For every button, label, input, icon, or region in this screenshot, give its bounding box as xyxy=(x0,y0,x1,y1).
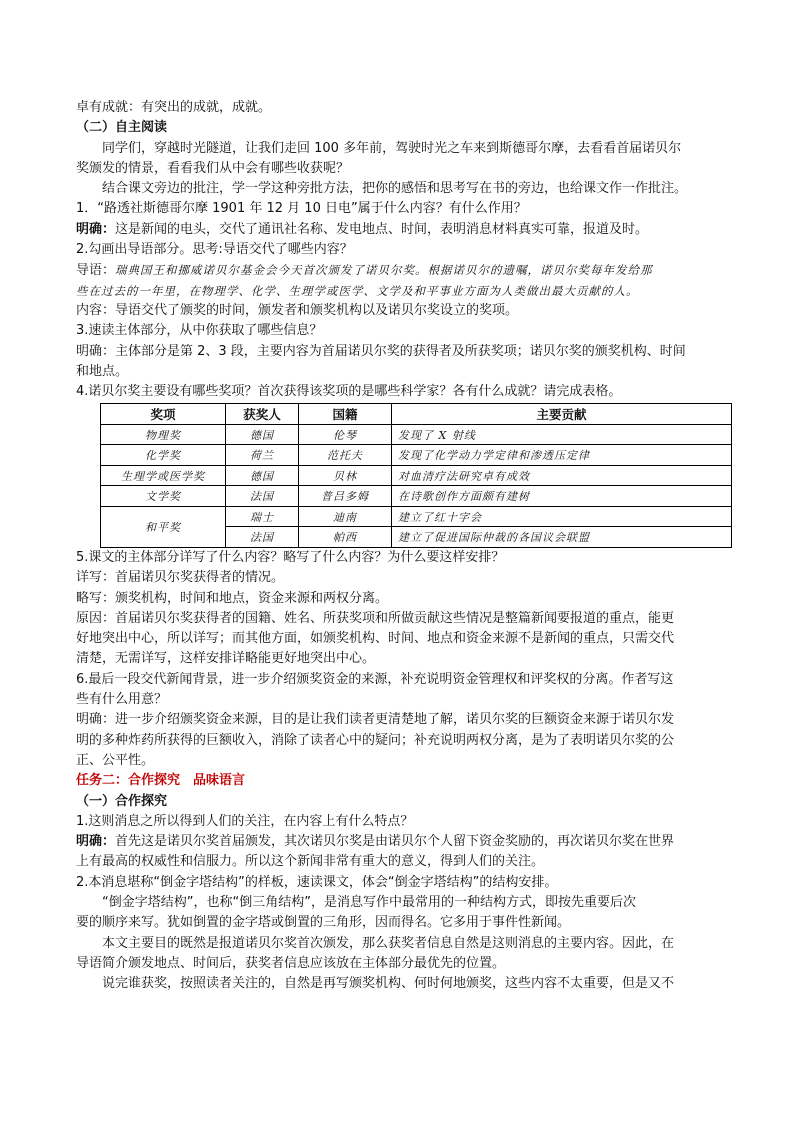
line-text: 上有最高的权威性和信服力。所以这个新闻非常有重大的意义，得到人们的关注。 xyxy=(76,854,545,870)
contribution-cell-text: 发现了 X 射线 xyxy=(398,428,476,442)
contribution-cell xyxy=(392,506,732,527)
text-line xyxy=(76,98,724,118)
contribution-cell xyxy=(392,465,732,486)
text-line xyxy=(76,771,724,791)
line-text: （一）合作探究 xyxy=(76,793,168,809)
text-line xyxy=(76,382,724,402)
winner-cell xyxy=(299,465,392,486)
winner-cell xyxy=(299,486,392,507)
answer-label: 明确： xyxy=(76,221,116,237)
nationality-cell-text: 德国 xyxy=(250,469,274,483)
text-line xyxy=(76,893,724,913)
text-line xyxy=(76,852,724,872)
line-text: （二）自主阅读 xyxy=(76,120,168,136)
contribution-cell xyxy=(392,527,732,548)
text-line xyxy=(76,362,724,382)
award-name: 生理学或医学奖 xyxy=(121,469,205,483)
text-line xyxy=(76,260,724,280)
table-row xyxy=(101,445,732,466)
text-line xyxy=(76,690,724,710)
award-name: 物理奖 xyxy=(145,428,181,442)
line-text: 内容：导语交代了颁奖的时间，颁发者和颁奖机构以及诺贝尔奖设立的奖项。 xyxy=(76,302,519,318)
table-row xyxy=(101,424,732,445)
line-text: 1．“路透社斯德哥尔摩 1901 年 12 月 10 日电”属于什么内容？有什么作用？ xyxy=(76,201,527,217)
table-header-row xyxy=(101,404,732,425)
line-text: 原因：首届诺贝尔奖获得者的国籍、姓名、所获奖项和所做贡献这些情况是整篇新闻要报道的重点，能更 xyxy=(76,610,675,626)
text-line xyxy=(76,609,724,629)
line-text: “倒金字塔结构”，也称“倒三角结构”，是消息写作中最常用的一种结构方式，即按先重要后次 xyxy=(102,895,636,910)
text-line xyxy=(76,118,724,138)
line-text: 2.本消息堪称“倒金字塔结构”的样板，速读课文，体会“倒金字塔结构”的结构安排。 xyxy=(76,874,558,890)
table-row xyxy=(101,506,732,527)
line-text: 2.勾画出导语部分。思考:导语交代了哪些内容？ xyxy=(76,242,353,258)
text-line xyxy=(76,179,724,199)
line-text: 卓有成就：有突出的成就，成就。 xyxy=(76,100,272,115)
winner-cell-text: 迪南 xyxy=(333,510,357,524)
text-line xyxy=(76,954,724,974)
contribution-cell-text: 发现了化学动力学定律和渗透压定律 xyxy=(398,449,590,463)
contribution-cell xyxy=(392,424,732,445)
winner-cell-text: 普吕多姆 xyxy=(321,490,369,504)
text-line xyxy=(76,342,724,362)
line-text: 和地点。 xyxy=(76,363,129,379)
winner-cell-text: 帕西 xyxy=(333,531,357,545)
text-line xyxy=(76,568,724,588)
text-line xyxy=(76,301,724,321)
line-text: 首先这是诺贝尔奖首届颁发，其次诺贝尔奖是由诺贝尔个人留下资金奖励的，再次诺贝尔奖在世界 xyxy=(115,834,675,850)
lead-label: 导语： xyxy=(76,263,116,279)
text-line xyxy=(76,589,724,609)
line-text: 4.诺贝尔奖主要设有哪些奖项？首次获得该奖项的是哪些科学家？各有什么成就？请完成表格。 xyxy=(76,384,622,400)
line-text: 同学们，穿越时光隧道，让我们走回 100 多年前，驾驶时光之车来到斯德哥尔摩，去看看首届诺贝尔 xyxy=(102,140,682,156)
line-text: 些有什么用意？ xyxy=(76,692,168,708)
line-text: 本文主要目的既然是报道诺贝尔奖首次颁发，那么获奖者信息自然是这则消息的主要内容。因此，在 xyxy=(102,935,675,951)
nationality-cell-text: 荷兰 xyxy=(250,449,274,463)
nationality-cell-text: 法国 xyxy=(250,531,274,545)
nationality-cell-text: 德国 xyxy=(250,428,274,442)
text-line xyxy=(76,913,724,933)
text-line xyxy=(76,731,724,751)
contribution-cell xyxy=(392,445,732,466)
nationality-cell-text: 法国 xyxy=(250,490,274,504)
text-line xyxy=(76,281,724,301)
nobel-awards-table xyxy=(100,403,732,548)
nationality-cell xyxy=(226,527,299,548)
line-text: 6.最后一段交代新闻背景，进一步介绍颁奖资金的来源，补充说明资金管理权和评奖权的分离。作者写这 xyxy=(76,671,674,687)
line-text: 要的顺序来写。犹如倒置的金字塔或倒置的三角形，因而得名。它多用于事件性新闻。 xyxy=(76,915,571,931)
award-cell xyxy=(101,445,226,466)
text-line xyxy=(76,139,724,159)
award-cell xyxy=(101,486,226,507)
line-text: 正、公平性。 xyxy=(76,752,155,768)
text-line xyxy=(76,321,724,341)
nationality-cell xyxy=(226,465,299,486)
line-text: 任务二：合作探究 品味语言 xyxy=(76,773,246,789)
line-text: 说完谁获奖，按照读者关注的，自然是再写颁奖机构、何时何地颁奖，这些内容不太重要，但是又不 xyxy=(102,976,675,992)
contribution-cell-text: 建立了红十字会 xyxy=(398,510,482,524)
header-contribution: 主要贡献 xyxy=(392,404,732,425)
winner-cell-text: 范托夫 xyxy=(327,449,363,463)
contribution-cell-text: 建立了促进国际仲裁的各国议会联盟 xyxy=(398,531,590,545)
header-winner: 获奖人 xyxy=(226,404,299,425)
text-line xyxy=(76,670,724,690)
handwritten-text: 瑞典国王和挪威诺贝尔基金会今天首次颁发了诺贝尔奖。根据诺贝尔的遗嘱，诺贝尔奖每年发给那 xyxy=(115,263,653,278)
award-name: 文学奖 xyxy=(145,490,181,504)
table-row xyxy=(101,486,732,507)
text-line xyxy=(76,751,724,771)
contribution-cell xyxy=(392,486,732,507)
text-line xyxy=(76,792,724,812)
winner-cell xyxy=(299,506,392,527)
text-line xyxy=(76,548,724,568)
nationality-cell xyxy=(226,486,299,507)
text-line xyxy=(76,710,724,730)
header-award: 奖项 xyxy=(101,404,226,425)
line-text: 这是新闻的电头，交代了通讯社名称、发电地点、时间，表明消息材料真实可靠，报道及时。 xyxy=(115,221,649,237)
line-text: 3.速读主体部分，从中你获取了哪些信息？ xyxy=(76,323,323,339)
award-cell xyxy=(101,506,226,547)
line-text: 略写：颁奖机构，时间和地点，资金来源和两权分离。 xyxy=(76,590,389,606)
answer-label: 明确： xyxy=(76,834,116,850)
header-nationality: 国籍 xyxy=(299,404,392,425)
text-line xyxy=(76,934,724,954)
handwritten-text: 些在过去的一年里，在物理学、化学、生理学或医学、文学及和平事业方面为人类做出最大贡献的人。 xyxy=(76,283,639,298)
table-row xyxy=(101,465,732,486)
text-block-top xyxy=(76,98,724,402)
winner-cell xyxy=(299,527,392,548)
line-text: 导语简介颁发地点、时间后，获奖者信息应该放在主体部分最优先的位置。 xyxy=(76,955,506,971)
winner-cell-text: 伦琴 xyxy=(333,428,357,442)
line-text: 明的多种炸药所获得的巨额收入，消除了读者心中的疑问；补充说明两权分离，是为了表明诺贝尔奖的公 xyxy=(76,732,675,748)
line-text: 明确：主体部分是第 2、3 段，主要内容为首届诺贝尔奖的获得者及所获奖项；诺贝尔奖的颁奖机构、时间 xyxy=(76,343,686,359)
award-name: 和平奖 xyxy=(145,520,181,534)
line-text: 奖颁发的情景，看看我们从中会有哪些收获呢？ xyxy=(76,160,350,176)
text-line xyxy=(76,974,724,994)
text-line xyxy=(76,649,724,669)
text-line xyxy=(76,220,724,240)
nationality-cell xyxy=(226,424,299,445)
line-text: 1.这则消息之所以得到人们的关注，在内容上有什么特点？ xyxy=(76,813,414,829)
text-block-bottom xyxy=(76,548,724,995)
nationality-cell xyxy=(226,506,299,527)
text-line xyxy=(76,629,724,649)
line-text: 结合课文旁边的批注，学一学这种旁批方法，把你的感悟和思考写在书的旁边，也给课文作一作批注。 xyxy=(102,181,688,197)
award-name: 化学奖 xyxy=(145,449,181,463)
text-line xyxy=(76,199,724,219)
text-line xyxy=(76,240,724,260)
winner-cell-text: 贝林 xyxy=(333,469,357,483)
line-text: 明确：进一步介绍颁奖资金来源，目的是让我们读者更清楚地了解，诺贝尔奖的巨额资金来源于诺贝尔发 xyxy=(76,712,675,728)
line-text: 5.课文的主体部分详写了什么内容？略写了什么内容？为什么要这样安排？ xyxy=(76,549,505,565)
award-cell xyxy=(101,465,226,486)
contribution-cell-text: 对血清疗法研究卓有成效 xyxy=(398,469,530,483)
nationality-cell xyxy=(226,445,299,466)
line-text: 详写：首届诺贝尔奖获得者的情况。 xyxy=(76,570,285,586)
line-text: 好地突出中心，所以详写；而其他方面，如颁奖机构、时间、地点和资金来源不是新闻的重点，只需交代 xyxy=(76,631,675,647)
line-text: 清楚，无需详写，这样安排详略能更好地突出中心。 xyxy=(76,651,376,667)
text-line xyxy=(76,873,724,893)
contribution-cell-text: 在诗歌创作方面颇有建树 xyxy=(398,490,530,504)
nationality-cell-text: 瑞士 xyxy=(250,510,274,524)
document-content xyxy=(76,98,724,994)
text-line xyxy=(76,159,724,179)
winner-cell xyxy=(299,445,392,466)
text-line xyxy=(76,812,724,832)
award-cell xyxy=(101,424,226,445)
winner-cell xyxy=(299,424,392,445)
text-line xyxy=(76,832,724,852)
